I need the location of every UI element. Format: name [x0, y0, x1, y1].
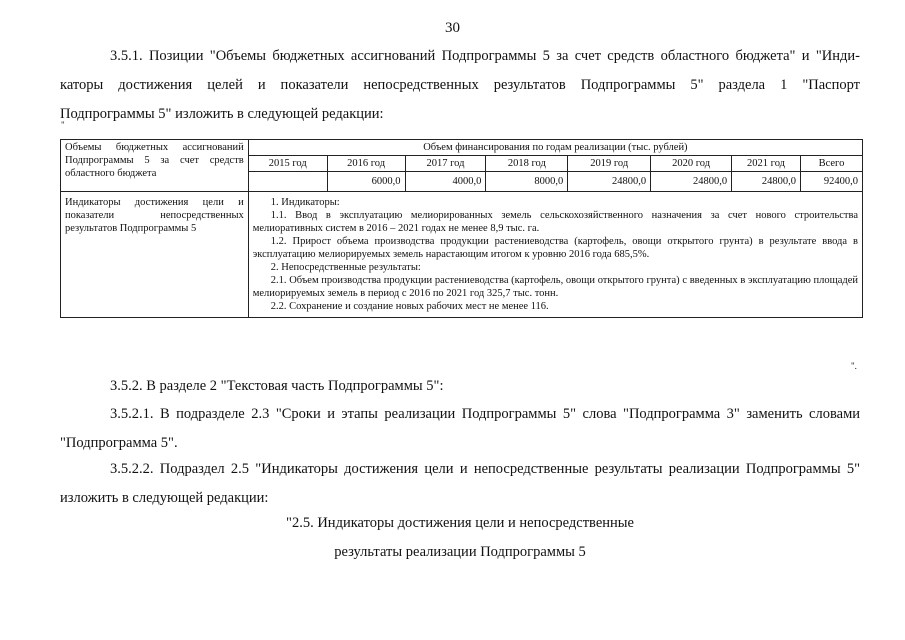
- subsection-heading: [60, 509, 860, 567]
- heading-line-2: результаты реализации Подпрограммы 5: [334, 544, 586, 560]
- indicator-item: 1. Индикаторы:: [270, 197, 340, 208]
- section-3-5-2-2: [60, 455, 860, 513]
- section-3-5-2-1-line-1: 3.5.2.1. В подразделе 2.3 "Сроки и этапы реализации Подпрограммы 5" слова "Подпрограмма 3" заменить словами: [110, 406, 860, 422]
- year-header: 2021 год: [732, 156, 801, 172]
- indicator-item: 2. Непосредственные результаты:: [270, 262, 421, 273]
- intro-line-2: каторы достижения целей и показатели непосредственных результатов Подпрограммы 5" раздела 1 "Паспорт: [60, 77, 860, 93]
- closing-quote: ".: [851, 361, 857, 371]
- section-3-5-2-2-line-1: 3.5.2.2. Подраздел 2.5 "Индикаторы достижения цели и непосредственные результаты реализации Подпрограммы 5": [110, 461, 860, 477]
- indicator-item: 1.1. Ввод в эксплуатацию мелиорированных земель сельскохозяйственного назначения за счет нового строительства мелиоративных систем в 2016 – 2021 годах не менее 8,9 тыс. га.: [252, 210, 858, 234]
- intro-line-3: Подпрограммы 5" изложить в следующей редакции:: [60, 106, 384, 122]
- budget-row-label: Объемы бюджетных ассигнований Подпрограммы 5 за счет средств областного бюджета: [61, 140, 249, 192]
- year-header: 2016 год: [327, 156, 405, 172]
- year-header: 2017 год: [405, 156, 486, 172]
- indicator-item: 2.1. Объем производства продукции растениеводства (картофель, овощи открытого грунта) с введенных в эксплуатацию площадей мелиорируемых земель в период с 2016 по 2021 год 325,7 тыс. тонн.: [252, 275, 858, 299]
- passport-table: [60, 139, 863, 318]
- intro-paragraph: [60, 42, 860, 129]
- value-cell: 6000,0: [327, 172, 405, 192]
- section-3-5-2: 3.5.2. В разделе 2 "Текстовая часть Подпрограммы 5":: [110, 378, 444, 394]
- year-header: 2019 год: [568, 156, 651, 172]
- indicators-label: Индикаторы достижения цели и показатели непосредственных результатов Подпрограммы 5: [61, 192, 249, 318]
- value-cell: 4000,0: [405, 172, 486, 192]
- year-header: 2018 год: [486, 156, 568, 172]
- heading-line-1: "2.5. Индикаторы достижения цели и непосредственные: [286, 515, 634, 531]
- value-cell: [248, 172, 327, 192]
- indicator-item: 1.2. Прирост объема производства продукции растениеводства (картофель, овощи открытого грунта) в результате ввода в эксплуатацию мелиорируемых земель нарастающим итогом к уровню 2016 года 685,5%.: [252, 236, 858, 260]
- section-3-5-2-1-line-2: "Подпрограмма 5".: [60, 435, 178, 451]
- total-value-cell: 92400,0: [800, 172, 862, 192]
- year-header: 2020 год: [651, 156, 732, 172]
- value-cell: 24800,0: [732, 172, 801, 192]
- intro-line-1: 3.5.1. Позиции "Объемы бюджетных ассигнований Подпрограммы 5 за счет средств областного бюджета" и "Инди-: [110, 48, 860, 64]
- year-header: 2015 год: [248, 156, 327, 172]
- total-header: Всего: [800, 156, 862, 172]
- opening-quote: ": [61, 120, 65, 130]
- indicators-cell: [248, 192, 862, 318]
- section-3-5-2-1: [60, 400, 860, 458]
- value-cell: 24800,0: [651, 172, 732, 192]
- indicator-item: 2.2. Сохранение и создание новых рабочих мест не менее 116.: [270, 301, 549, 312]
- funding-header: Объем финансирования по годам реализации (тыс. рублей): [248, 140, 862, 156]
- section-3-5-2-2-line-2: изложить в следующей редакции:: [60, 490, 269, 506]
- value-cell: 24800,0: [568, 172, 651, 192]
- page-number: 30: [445, 20, 460, 36]
- value-cell: 8000,0: [486, 172, 568, 192]
